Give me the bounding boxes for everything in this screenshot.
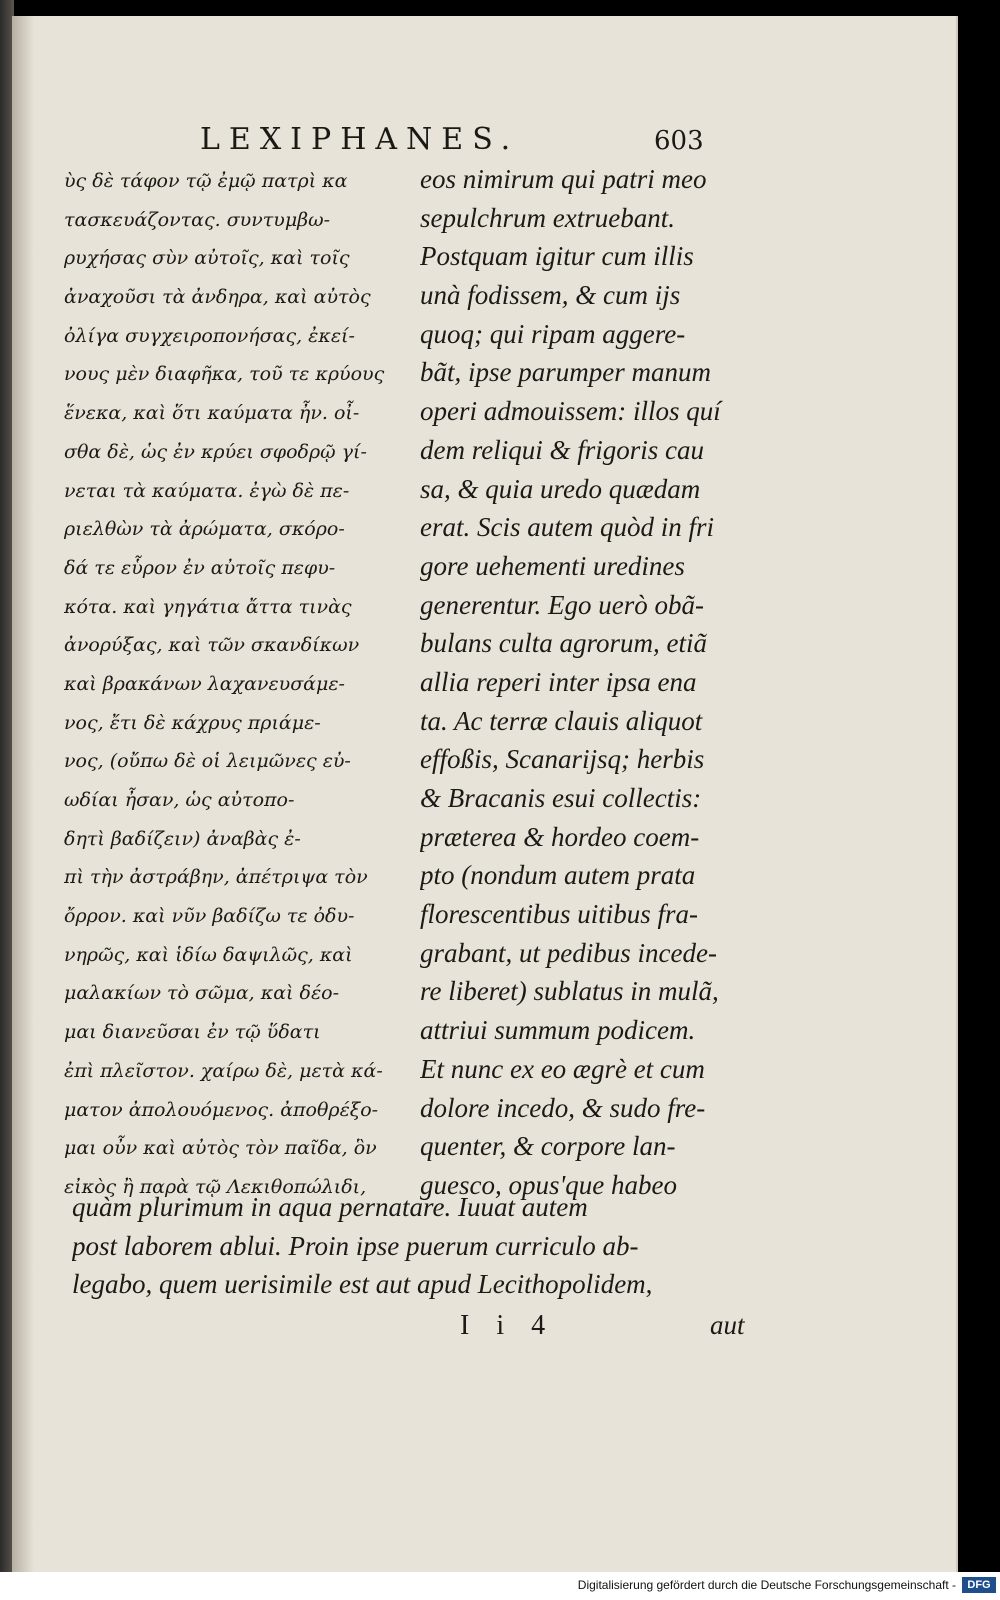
greek-line: μαι διανεῦσαι ἐν τῷ ὕδατι <box>64 1021 321 1044</box>
full-width-line: quàm plurimum in aqua pernatare. Iuuat autem <box>72 1192 588 1222</box>
latin-line: ta. Ac terræ clauis aliquot <box>420 705 703 736</box>
greek-line: καὶ βρακάνων λαχανευσάμε- <box>64 672 345 695</box>
greek-line: σθα δὲ, ὡς ἐν κρύει σφοδρῷ γί- <box>64 440 367 463</box>
latin-line: dem reliqui & frigoris cau <box>420 434 704 465</box>
book-page <box>12 16 958 1572</box>
greek-line: ὀλίγα συγχειροπονήσας, ἐκεί- <box>64 324 355 347</box>
latin-line: florescentibus uitibus fra- <box>420 899 698 930</box>
latin-line: gore uehementi uredines <box>420 550 685 581</box>
running-head: LEXIPHANES. <box>200 122 520 157</box>
greek-line: νεται τὰ καύματα. ἐγὼ δὲ πε- <box>64 479 350 502</box>
greek-line: ἕνεκα, καὶ ὅτι καύματα ἦν. οἶ- <box>64 402 360 425</box>
latin-line: attriui summum podicem. <box>420 1015 696 1046</box>
latin-line: & Bracanis esui collectis: <box>420 783 702 813</box>
greek-line: δά τε εὗρον ἐν αὐτοῖς πεφυ- <box>64 556 336 579</box>
latin-line: operi admouissem: illos quí <box>420 396 721 427</box>
latin-line: generentur. Ego uerò obã- <box>420 589 704 620</box>
digitization-footer <box>0 1572 1000 1600</box>
greek-line: δητὶ βαδίζειν) ἀναβὰς ἐ- <box>64 827 301 850</box>
greek-line: πὶ τὴν ἀστράβην, ἀπέτριψα τὸν <box>64 866 368 889</box>
latin-line: re liberet) sublatus in mulã, <box>420 976 719 1007</box>
greek-line: τασκευάζοντας. συντυμβω- <box>64 208 331 231</box>
latin-line: grabant, ut pedibus incede- <box>420 937 717 968</box>
greek-line: ὄρρον. καὶ νῦν βαδίζω τε ὀδυ- <box>64 905 355 928</box>
greek-line: ριελθὼν τὰ ἀρώματα, σκόρο- <box>64 518 345 541</box>
latin-line: quoq; qui ripam aggere- <box>420 318 686 349</box>
full-width-line: post laborem ablui. Proin ipse puerum curriculo ab- <box>72 1230 639 1261</box>
latin-line: dolore incedo, & sudo fre- <box>420 1092 706 1123</box>
greek-line: μαλακίων τὸ σῶμα, καὶ δέο- <box>64 982 340 1005</box>
latin-text-column <box>420 160 750 1205</box>
greek-line: ἀνορύξας, καὶ τῶν σκανδίκων <box>64 634 360 657</box>
latin-line: allia reperi inter ipsa ena <box>420 666 697 697</box>
greek-line: νηρῶς, καὶ ἱδίω δαψιλῶς, καὶ <box>64 943 353 966</box>
latin-line: præterea & hordeo coem- <box>420 821 700 852</box>
greek-line: ωδίαι ἦσαν, ὡς αὐτοπο- <box>64 789 295 811</box>
greek-line: νος, ἔτι δὲ κάχρυς πριάμε- <box>64 711 321 734</box>
latin-line: erat. Scis autem quòd in fri <box>420 512 714 543</box>
greek-line: ματον ἀπολουόμενος. ἀποθρέξο- <box>64 1098 379 1121</box>
latin-line: unà fodissem, & cum ijs <box>420 280 681 311</box>
latin-line: quenter, & corpore lan- <box>420 1131 676 1162</box>
greek-line: νος, (οὔπω δὲ οἱ λειμῶνες εὐ- <box>64 750 351 773</box>
latin-line: bulans culta agrorum, etiã <box>420 628 707 659</box>
latin-line: effoßis, Scanarijsq; herbis <box>420 744 705 775</box>
latin-line: guesco, opus'que habeo <box>420 1169 677 1200</box>
signature-mark: I i 4 <box>460 1310 556 1341</box>
greek-line: μαι οὖν καὶ αὐτὸς τὸν παῖδα, ὃν <box>64 1137 377 1160</box>
latin-line: bãt, ipse parumper manum <box>420 357 711 388</box>
catchword: aut <box>710 1310 745 1340</box>
greek-line: ρυχήσας σὺν αὐτοῖς, καὶ τοῖς <box>64 247 350 270</box>
dfg-logo: DFG <box>962 1577 996 1593</box>
page-number: 603 <box>654 126 704 156</box>
latin-line: eos nimirum qui patri meo <box>420 164 707 194</box>
latin-line: Postquam igitur cum illis <box>420 241 694 272</box>
full-width-text <box>72 1188 752 1304</box>
greek-text-column <box>64 162 392 1207</box>
latin-line: sa, & quia uredo quædam <box>420 473 701 504</box>
greek-line: ἀναχοῦσι τὰ ἀνδηρα, καὶ αὐτὸς <box>64 286 371 309</box>
full-width-line: legabo, quem uerisimile est aut apud Lecithopolidem, <box>72 1269 653 1300</box>
greek-line: κότα. καὶ γηγάτια ἄττα τινὰς <box>64 595 352 618</box>
funding-credit: Digitalisierung gefördert durch die Deutsche Forschungsgemeinschaft - <box>577 1578 956 1592</box>
latin-line: pto (nondum autem prata <box>420 860 696 891</box>
latin-line: Et nunc ex eo ægrè et cum <box>420 1053 705 1084</box>
greek-line: ὺς δὲ τάφον τῷ ἐμῷ πατρὶ κα <box>64 170 348 192</box>
latin-line: sepulchrum extruebant. <box>420 202 675 233</box>
greek-line: ἐπὶ πλεῖστον. χαίρω δὲ, μετὰ κά- <box>64 1059 383 1082</box>
greek-line: εἰκὸς ἢ παρὰ τῷ Λεκιθοπώλιδι, <box>64 1175 367 1198</box>
greek-line: νους μὲν διαφῆκα, τοῦ τε κρύους <box>64 363 385 386</box>
